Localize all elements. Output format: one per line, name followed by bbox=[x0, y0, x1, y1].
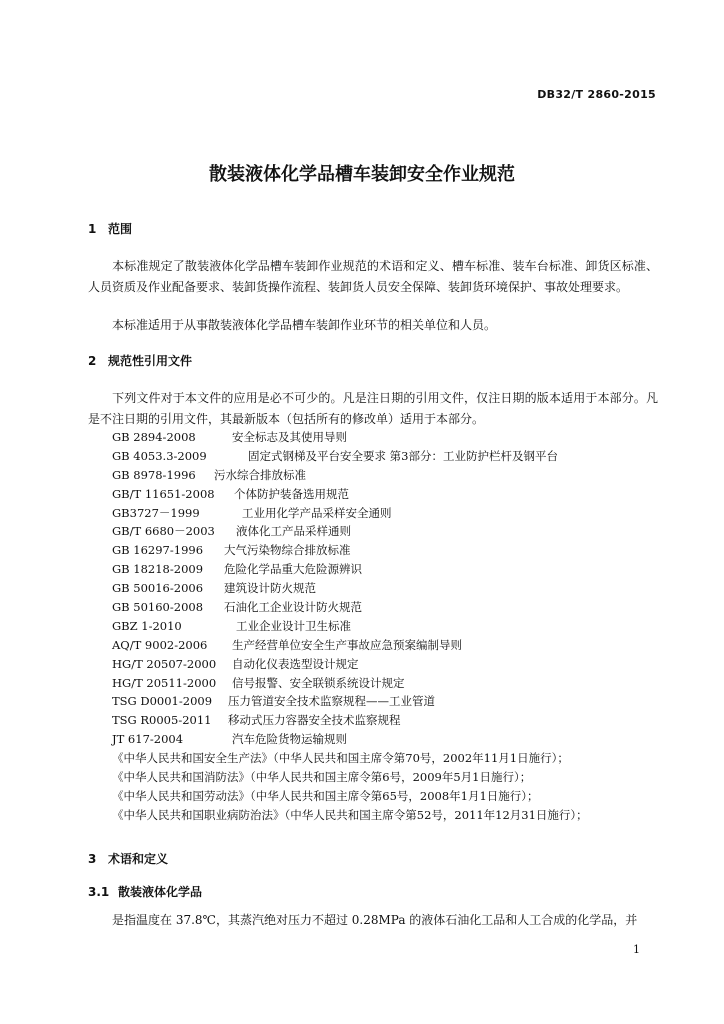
reference-name: 固定式钢梯及平台安全要求 第3部分：工业防护栏杆及钢平台 bbox=[248, 448, 558, 463]
reference-name: 大气污染物综合排放标准 bbox=[224, 543, 351, 558]
reference-item bbox=[112, 806, 588, 825]
reference-code: JT 617-2004 bbox=[112, 732, 184, 747]
reference-name: 压力管道安全技术监察规程——工业管道 bbox=[228, 694, 435, 709]
paragraph-text: 下列文件对于本文件的应用是必不可少的。凡是注日期的引用文件，仅注日期的版本适用于本部分。凡是不注日期的引用文件，其最新版本（包括所有的修改单）适用于本部分。 bbox=[88, 391, 658, 426]
section-number: 3.1 bbox=[88, 885, 110, 899]
section-heading-3 bbox=[88, 850, 168, 867]
section-title: 术语和定义 bbox=[108, 852, 169, 866]
reference-name: 生产经营单位安全生产事故应急预案编制导则 bbox=[232, 637, 462, 652]
reference-code: TSG D0001-2009 bbox=[112, 694, 213, 709]
reference-code: HG/T 20507-2000 bbox=[112, 656, 217, 671]
reference-item bbox=[112, 730, 588, 749]
paragraph-text: 是指温度在 37.8℃，其蒸汽绝对压力不超过 0.28MPa 的液体石油化工品和人工合成的化学品，并 bbox=[112, 913, 638, 927]
page-number: 1 bbox=[633, 943, 640, 956]
paragraph bbox=[88, 910, 658, 931]
reference-name: 《中华人民共和国安全生产法》（中华人民共和国主席令第70号，2002年11月1日施行）； bbox=[112, 751, 569, 766]
reference-code: GB 4053.3-2009 bbox=[112, 448, 207, 463]
reference-name: 移动式压力容器安全技术监察规程 bbox=[228, 713, 401, 728]
reference-code: GB 8978-1996 bbox=[112, 467, 196, 482]
reference-name: 自动化仪表选型设计规定 bbox=[232, 656, 359, 671]
paragraph bbox=[88, 388, 658, 429]
reference-code: GB/T 6680－2003 bbox=[112, 524, 215, 539]
reference-name: 汽车危险货物运输规则 bbox=[232, 732, 347, 747]
reference-name: 《中华人民共和国职业病防治法》（中华人民共和国主席令第52号，2011年12月31日施行）； bbox=[112, 807, 588, 822]
section-title: 散装液体化学品 bbox=[118, 885, 203, 899]
reference-name: 安全标志及其使用导则 bbox=[232, 430, 347, 444]
reference-item bbox=[112, 541, 588, 560]
reference-item bbox=[112, 598, 588, 617]
section-number: 3 bbox=[88, 852, 97, 866]
paragraph bbox=[88, 315, 658, 336]
reference-name: 《中华人民共和国消防法》（中华人民共和国主席令第6号，2009年5月1日施行）； bbox=[112, 770, 532, 785]
reference-code: GB 16297-1996 bbox=[112, 543, 204, 558]
standard-code: DB32/T 2860-2015 bbox=[537, 88, 656, 101]
document-title: 散装液体化学品槽车装卸安全作业规范 bbox=[209, 164, 515, 185]
reference-item bbox=[112, 692, 588, 711]
paragraph-text: 本标准规定了散装液体化学品槽车装卸作业规范的术语和定义、槽车标准、装车台标准、卸货区标准、人员资质及作业配备要求、装卸货操作流程、装卸货人员安全保障、装卸货环境保护、事故处理要求。 bbox=[88, 259, 658, 294]
section-title: 范围 bbox=[108, 222, 133, 236]
reference-name: 工业企业设计卫生标准 bbox=[236, 618, 351, 633]
paragraph bbox=[88, 256, 658, 297]
reference-item bbox=[112, 504, 588, 523]
reference-name: 个体防护装备选用规范 bbox=[234, 486, 349, 501]
reference-code: GBZ 1-2010 bbox=[112, 618, 182, 633]
reference-code: GB/T 11651-2008 bbox=[112, 486, 215, 501]
section-heading-2 bbox=[88, 352, 192, 369]
reference-code: GB 50160-2008 bbox=[112, 600, 204, 615]
reference-name: 石油化工企业设计防火规范 bbox=[224, 600, 362, 615]
reference-item bbox=[112, 711, 588, 730]
reference-item bbox=[112, 636, 588, 655]
reference-item bbox=[112, 579, 588, 598]
reference-code: GB 2894-2008 bbox=[112, 430, 196, 444]
reference-name: 液体化工产品采样通则 bbox=[236, 524, 351, 539]
reference-item bbox=[112, 749, 588, 768]
reference-name: 危险化学品重大危险源辨识 bbox=[224, 562, 362, 577]
reference-item bbox=[112, 428, 588, 447]
reference-item bbox=[112, 787, 588, 806]
reference-item bbox=[112, 485, 588, 504]
reference-name: 《中华人民共和国劳动法》（中华人民共和国主席令第65号，2008年1月1日施行）； bbox=[112, 788, 539, 803]
section-number: 1 bbox=[88, 222, 97, 236]
reference-name: 建筑设计防火规范 bbox=[224, 581, 316, 596]
reference-name: 污水综合排放标准 bbox=[214, 467, 306, 482]
reference-item bbox=[112, 560, 588, 579]
reference-name: 信号报警、安全联锁系统设计规定 bbox=[232, 675, 405, 690]
reference-item bbox=[112, 655, 588, 674]
reference-item bbox=[112, 522, 588, 541]
reference-list bbox=[112, 428, 588, 825]
section-heading-3-1 bbox=[88, 883, 202, 900]
reference-item bbox=[112, 674, 588, 693]
reference-code: GB3727－1999 bbox=[112, 505, 200, 520]
section-title: 规范性引用文件 bbox=[108, 354, 193, 368]
reference-code: HG/T 20511-2000 bbox=[112, 675, 217, 690]
reference-item bbox=[112, 447, 588, 466]
reference-item bbox=[112, 617, 588, 636]
reference-code: TSG R0005-2011 bbox=[112, 713, 212, 728]
section-number: 2 bbox=[88, 354, 97, 368]
reference-name: 工业用化学产品采样安全通则 bbox=[242, 505, 392, 520]
section-heading-1 bbox=[88, 220, 132, 237]
reference-item bbox=[112, 768, 588, 787]
reference-item bbox=[112, 466, 588, 485]
paragraph-text: 本标准适用于从事散装液体化学品槽车装卸作业环节的相关单位和人员。 bbox=[112, 318, 497, 332]
reference-code: GB 18218-2009 bbox=[112, 562, 204, 577]
reference-code: AQ/T 9002-2006 bbox=[112, 637, 208, 652]
reference-code: GB 50016-2006 bbox=[112, 581, 204, 596]
